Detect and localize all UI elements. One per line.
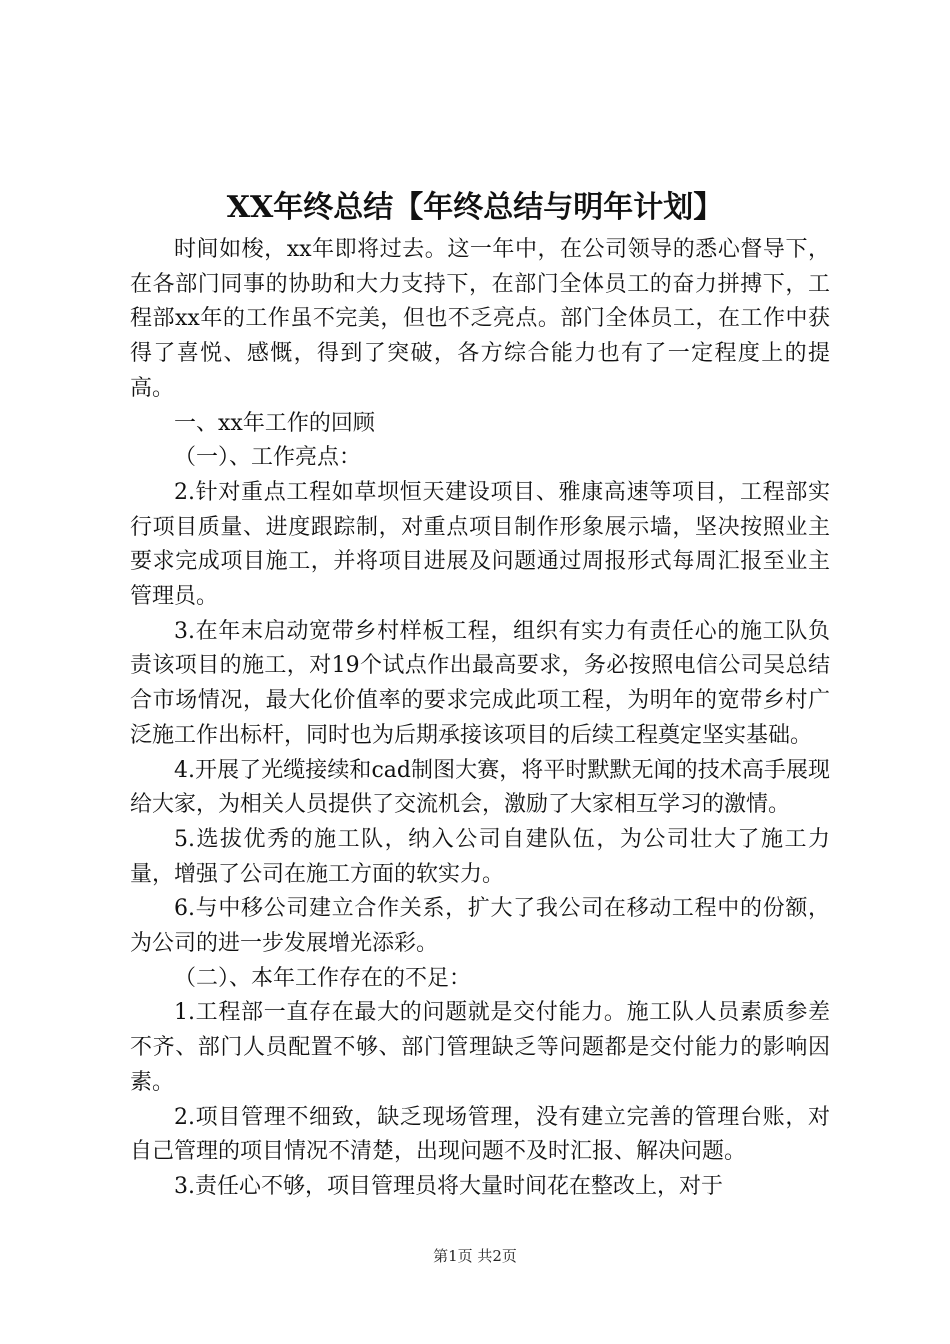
- paragraph-item: 4.开展了光缆接续和cad制图大赛，将平时默默无闻的技术高手展现给大家，为相关人员提供了交流机会，激励了大家相互学习的激情。: [130, 757, 830, 818]
- paragraph-intro: 时间如梭，xx年即将过去。这一年中，在公司领导的悉心督导下，在各部门同事的协助和大力支持下，在部门全体员工的奋力拼搏下，工程部xx年的工作虽不完美，但也不乏亮点。部门全体员工，在工作中获得了喜悦、感慨，得到了突破，各方综合能力也有了一定程度上的提高。: [130, 237, 830, 401]
- paragraph-item: 1.工程部一直存在最大的问题就是交付能力。施工队人员素质参差不齐、部门人员配置不够、部门管理缺乏等问题都是交付能力的影响因素。: [130, 1000, 830, 1095]
- paragraph-item: 3.责任心不够，项目管理员将大量时间花在整改上，对于: [174, 1173, 723, 1199]
- subsection-heading-shortcomings: （二）、本年工作存在的不足：: [174, 965, 472, 991]
- paragraph-item: 2.针对重点工程如草坝恒天建设项目、雅康高速等项目，工程部实行项目质量、进度跟踪制，对重点项目制作形象展示墙，坚决按照业主要求完成项目施工，并将项目进展及问题通过周报形式每周汇报至业主管理员。: [130, 479, 830, 610]
- paragraph-item: 2.项目管理不细致，缺乏现场管理，没有建立完善的管理台账，对自己管理的项目情况不清楚，出现问题不及时汇报、解决问题。: [130, 1104, 830, 1165]
- document-body: [130, 233, 830, 1205]
- page-footer: 第1页 共2页: [433, 1247, 517, 1265]
- document-title: XX年终总结【年终总结与明年计划】: [226, 190, 724, 225]
- subsection-heading-highlights: （一）、工作亮点：: [174, 445, 362, 471]
- paragraph-item: 3.在年末启动宽带乡村样板工程，组织有实力有责任心的施工队负责该项目的施工，对19个试点作出最高要求，务必按照电信公司吴总结合市场情况，最大化价值率的要求完成此项工程，为明年的宽带乡村广泛施工作出标杆，同时也为后期承接该项目的后续工程奠定坚实基础。: [130, 618, 830, 748]
- paragraph-item: 5.选拔优秀的施工队，纳入公司自建队伍，为公司壮大了施工力量，增强了公司在施工方面的软实力。: [130, 826, 830, 887]
- paragraph-item: 6.与中移公司建立合作关系，扩大了我公司在移动工程中的份额，为公司的进一步发展增光添彩。: [130, 896, 830, 957]
- section-heading-review: 一、xx年工作的回顾: [174, 410, 375, 436]
